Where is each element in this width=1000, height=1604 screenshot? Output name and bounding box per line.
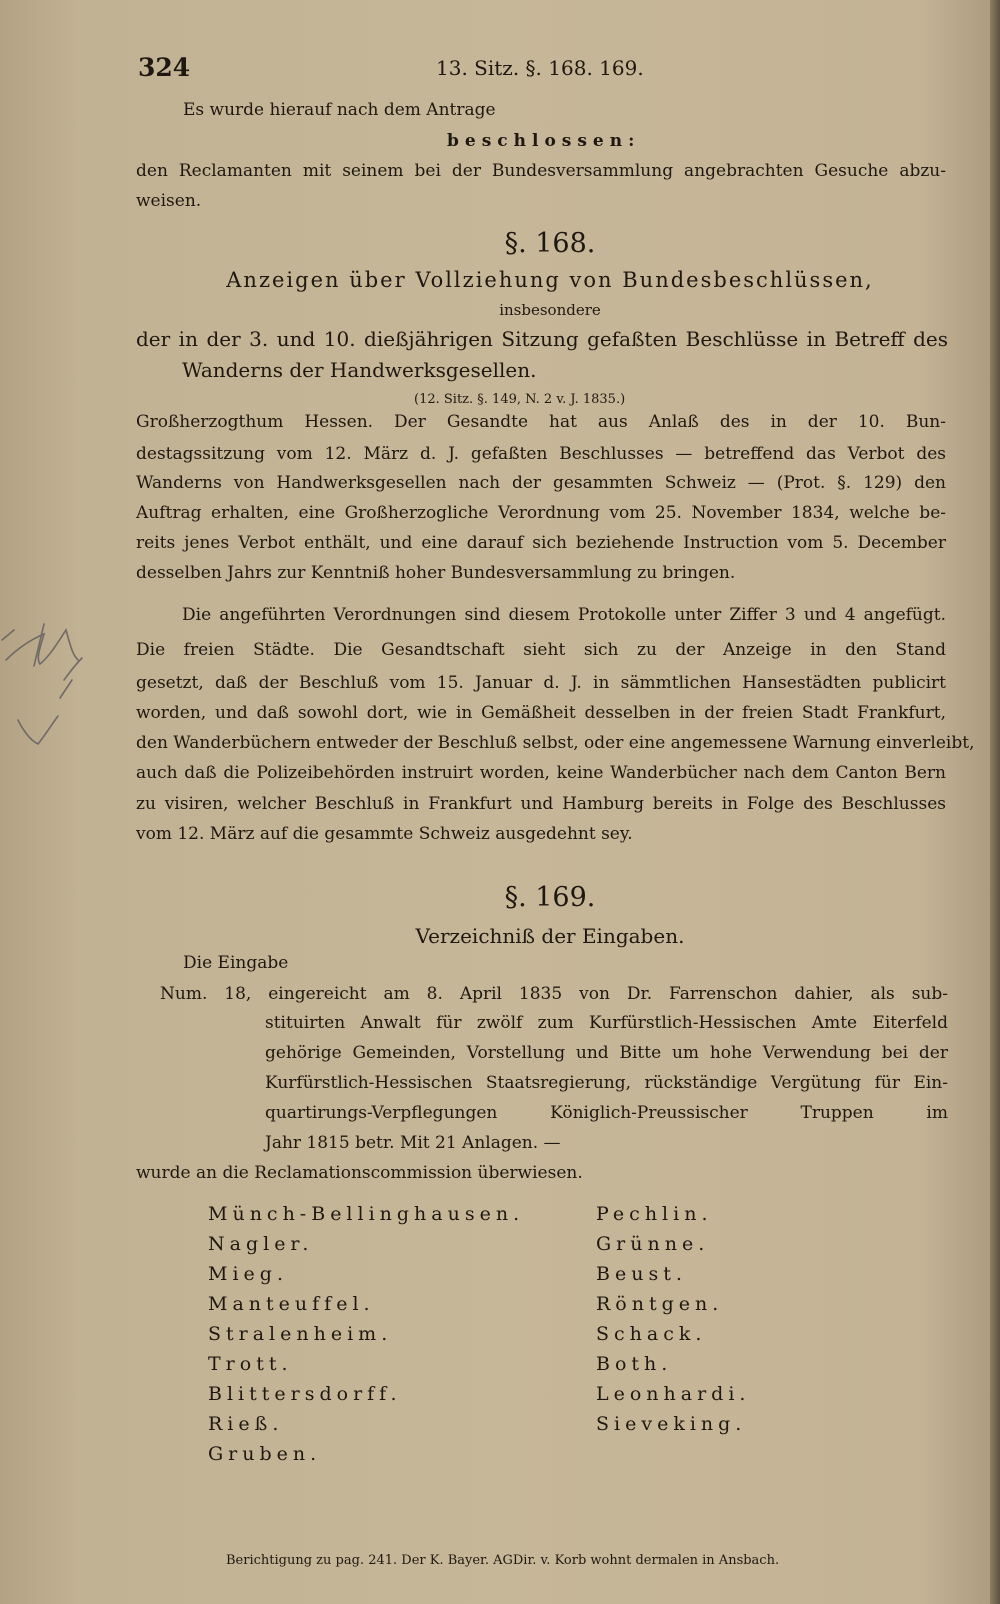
section-title-169: Verzeichniß der Eingaben. xyxy=(415,924,685,948)
paragraph-line: den Wanderbüchern entweder der Beschluß selbst, oder eine angemessene Warnung einverleibt, xyxy=(136,733,975,753)
signature-right: Schack. xyxy=(596,1323,707,1345)
signature-left: Rieß. xyxy=(208,1413,284,1435)
signature-left: Stralenheim. xyxy=(208,1323,393,1345)
intro-line: den Reclamanten mit seinem bei der Bundesversammlung angebrachten Gesuche abzu- xyxy=(136,161,946,181)
footnote: Berichtigung zu pag. 241. Der K. Bayer. AGDir. v. Korb wohnt dermalen in Ansbach. xyxy=(226,1553,780,1568)
intro-line: Es wurde hierauf nach dem Antrage xyxy=(183,100,496,120)
paragraph-line: Die angeführten Verordnungen sind diesem Protokolle unter Ziffer 3 und 4 angefügt. xyxy=(182,605,946,625)
entry-line: gehörige Gemeinden, Vorstellung und Bitte um hohe Verwendung bei der xyxy=(265,1043,948,1063)
intro-line: weisen. xyxy=(136,191,202,211)
signature-left: Gruben. xyxy=(208,1443,322,1465)
section-number-169: §. 169. xyxy=(504,882,596,913)
pencil-marginalia-icon xyxy=(0,600,120,780)
signature-right: Pechlin. xyxy=(596,1203,713,1225)
running-title: 13. Sitz. §. 168. 169. xyxy=(436,56,644,80)
signature-left: Manteuffel. xyxy=(208,1293,375,1315)
beschlossen-heading: beschlossen: xyxy=(447,131,641,151)
paragraph-line: Großherzogthum Hessen. Der Gesandte hat aus Anlaß des in der 10. Bun- xyxy=(136,412,946,432)
paragraph-line: Die freien Städte. Die Gesandtschaft sieht sich zu der Anzeige in den Stand xyxy=(136,640,946,660)
signature-right: Sieveking. xyxy=(596,1413,747,1435)
paragraph-line: worden, und daß sowohl dort, wie in Gemäßheit desselben in der freien Stadt Frankfurt, xyxy=(136,703,946,723)
section-title-168: Anzeigen über Vollziehung von Bundesbeschlüssen, xyxy=(226,268,874,292)
signature-right: Beust. xyxy=(596,1263,687,1285)
signature-left: Münch-Bellinghausen. xyxy=(208,1203,525,1225)
entry-result: wurde an die Reclamationscommission überwiesen. xyxy=(136,1163,583,1183)
entry-line: quartirungs-Verpflegungen Königlich-Preussischer Truppen im xyxy=(265,1103,948,1123)
signature-left: Mieg. xyxy=(208,1263,288,1285)
entry-line: Jahr 1815 betr. Mit 21 Anlagen. — xyxy=(265,1133,561,1153)
paragraph-line: vom 12. März auf die gesammte Schweiz ausgedehnt sey. xyxy=(136,824,633,844)
entry-line: Kurfürstlich-Hessischen Staatsregierung, rückständige Vergütung für Ein- xyxy=(265,1073,948,1093)
signature-right: Both. xyxy=(596,1353,673,1375)
entry-label: Die Eingabe xyxy=(183,953,289,973)
paragraph-line: Auftrag erhalten, eine Großherzogliche Verordnung vom 25. November 1834, welche be- xyxy=(136,503,946,523)
section-number-168: §. 168. xyxy=(504,228,596,259)
section-title-line: Wanderns der Handwerksgesellen. xyxy=(182,358,537,382)
protocol-reference: (12. Sitz. §. 149, N. 2 v. J. 1835.) xyxy=(414,392,626,407)
paragraph-line: reits jenes Verbot enthält, und eine darauf sich beziehende Instruction vom 5. December xyxy=(136,533,946,553)
section-title-line: der in der 3. und 10. dießjährigen Sitzung gefaßten Beschlüsse in Betreff des xyxy=(136,327,948,351)
page-number: 324 xyxy=(138,53,191,82)
paragraph-line: auch daß die Polizeibehörden instruirt worden, keine Wanderbücher nach dem Canton Bern xyxy=(136,763,946,783)
entry-line: Num. 18, eingereicht am 8. April 1835 von Dr. Farrenschon dahier, als sub- xyxy=(160,984,948,1004)
paragraph-line: desselben Jahrs zur Kenntniß hoher Bundesversammlung zu bringen. xyxy=(136,563,736,583)
signature-right: Grünne. xyxy=(596,1233,710,1255)
paragraph-line: zu visiren, welcher Beschluß in Frankfurt und Hamburg bereits in Folge des Beschlusses xyxy=(136,794,946,814)
signature-left: Nagler. xyxy=(208,1233,314,1255)
signature-right: Leonhardi. xyxy=(596,1383,751,1405)
paragraph-line: Wanderns von Handwerksgesellen nach der gesammten Schweiz — (Prot. §. 129) den xyxy=(136,473,946,493)
signature-right: Röntgen. xyxy=(596,1293,724,1315)
paragraph-line: destagssitzung vom 12. März d. J. gefaßten Beschlusses — betreffend das Verbot des xyxy=(136,444,946,464)
signature-left: Trott. xyxy=(208,1353,293,1375)
entry-line: stituirten Anwalt für zwölf zum Kurfürstlich-Hessischen Amte Eiterfeld xyxy=(265,1013,948,1033)
signature-left: Blittersdorff. xyxy=(208,1383,402,1405)
section-subtitle: insbesondere xyxy=(499,301,601,319)
paragraph-line: gesetzt, daß der Beschluß vom 15. Januar d. J. in sämmtlichen Hansestädten publicirt xyxy=(136,673,946,693)
